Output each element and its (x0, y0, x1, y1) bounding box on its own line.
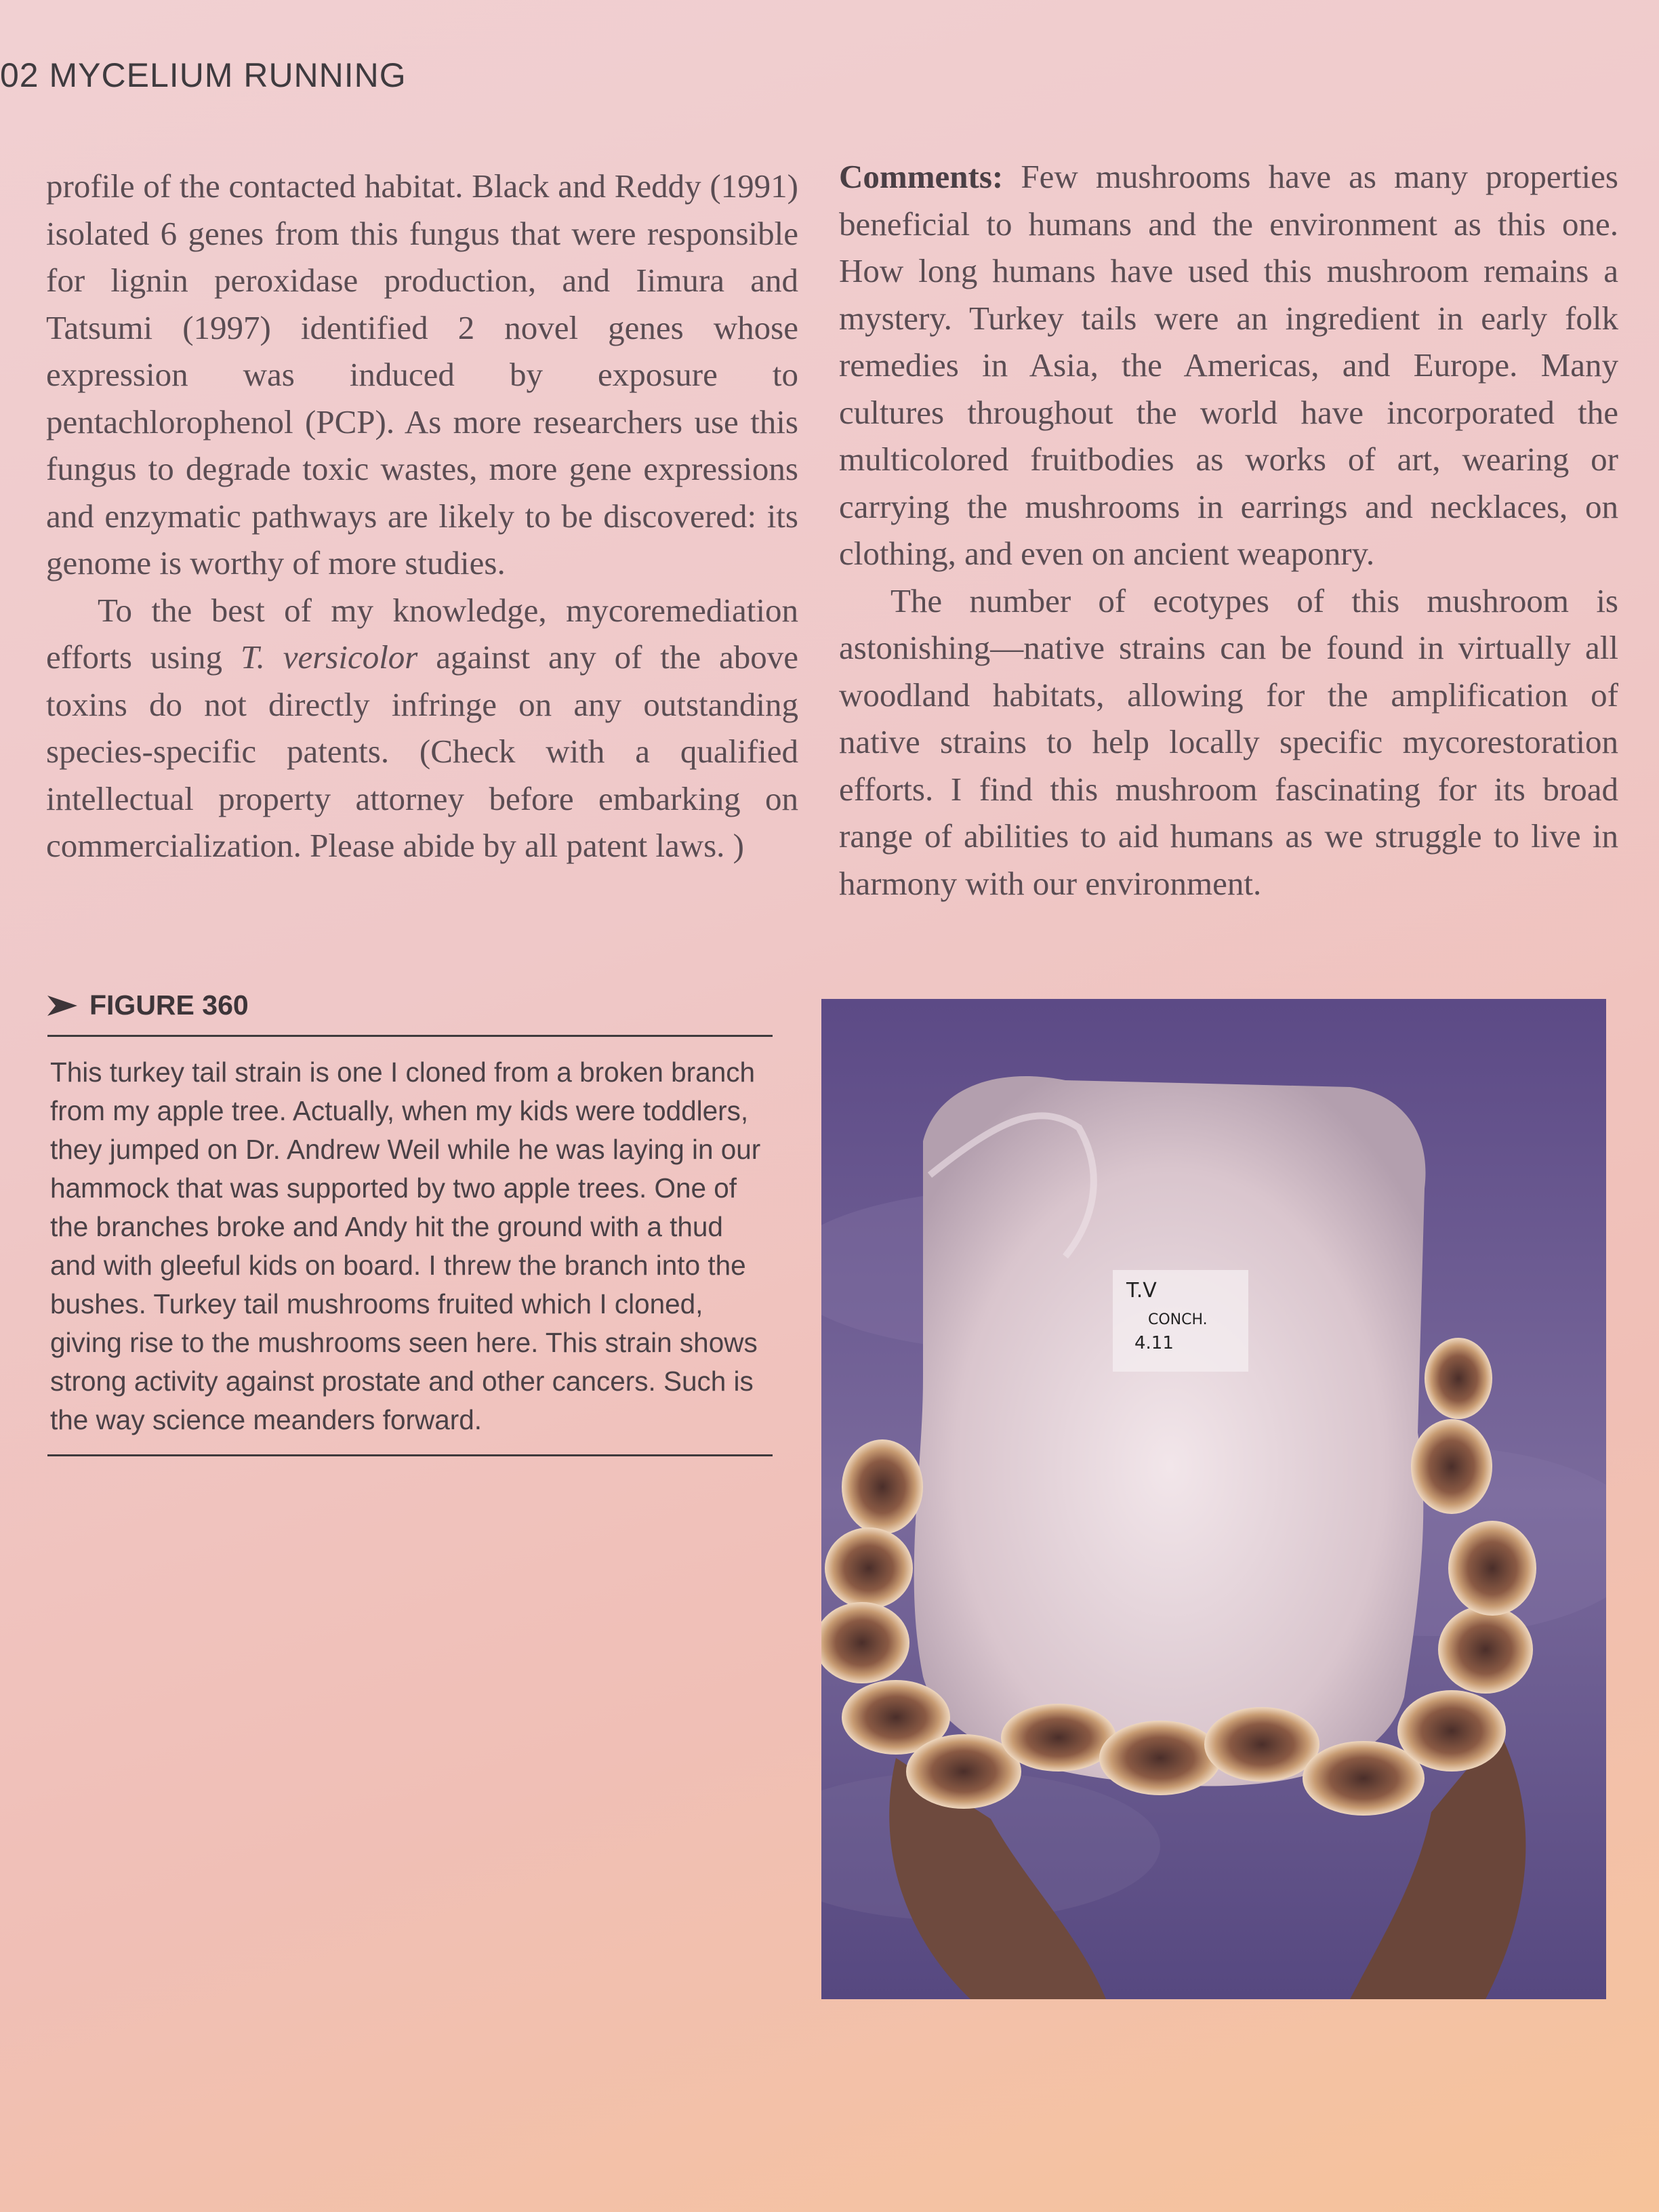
right-column (839, 153, 1618, 907)
page-number: 02 (0, 56, 39, 94)
photo-illustration (821, 999, 1606, 1999)
figure-caption: This turkey tail strain is one I cloned from a broken branch from my apple tree. Actually, when my kids were toddlers, they jumped on Dr. Andrew Weil while he was laying in our hammock that was supported by two apple trees. One of the branches broke and Andy hit the ground with a thud and with gleeful kids on board. I threw the branch into the bushes. Turkey tail mushrooms fruited which I cloned, giving rise to the mushrooms seen here. This strain shows strong activity against prostate and other cancers. Such is the way science meanders forward. (50, 1057, 761, 1435)
arrowhead-icon (47, 996, 77, 1016)
left-paragraph-2: To the best of my knowledge, mycoremediation efforts using T. versicolor against any of the above toxins do not directly infringe on any outstanding species-specific patents. (Check with a qualified intellectual property attorney before embarking on commercialization. Please abide by all patent laws. ) (46, 591, 799, 864)
comments-lead: Comments: (839, 158, 1004, 195)
left-column (46, 163, 798, 869)
page-header (0, 56, 407, 95)
figure-number: FIGURE 360 (89, 989, 249, 1021)
bag-label-2: CONCH. (1148, 1311, 1208, 1328)
divider-bottom (47, 1454, 773, 1456)
mushroom-photo (821, 999, 1606, 1999)
species-name: T. versicolor (240, 638, 418, 676)
bag-label-3: 4.11 (1134, 1333, 1174, 1353)
right-paragraph-2: The number of ecotypes of this mushroom is astonishing—native strains can be found in virtually all woodland habitats, allowing for the amplification of native strains to help locally specific mycorestoration efforts. I find this mushroom fascinating for its broad range of abilities to aid humans as we struggle to live in harmony with our environment. (839, 581, 1618, 902)
left-paragraph-1: profile of the contacted habitat. Black and Reddy (1991) isolated 6 genes from this fungus that were responsible for lignin peroxidase production, and Iimura and Tatsumi (1997) identified 2 novel genes whose expression was induced by exposure to pentachlorophenol (PCP). As more researchers use this fungus to degrade toxic wastes, more gene expressions and enzymatic pathways are likely to be discovered: its genome is worthy of more studies. (46, 167, 798, 581)
bag-label-1: T.V (1126, 1279, 1157, 1303)
figure-label (47, 989, 773, 1035)
right-paragraph-1: Comments: Few mushrooms have as many properties beneficial to humans and the environment as this one. How long humans have used this mushroom remains a mystery. Turkey tails were an ingredient in early folk remedies in Asia, the Americas, and Europe. Many cultures throughout the world have incorporated the multicolored fruitbodies as works of art, wearing or carrying the mushrooms in earrings and necklaces, on clothing, and even on ancient weaponry. (839, 158, 1618, 572)
figure-caption-block (47, 989, 773, 1456)
running-title: MYCELIUM RUNNING (49, 56, 407, 94)
